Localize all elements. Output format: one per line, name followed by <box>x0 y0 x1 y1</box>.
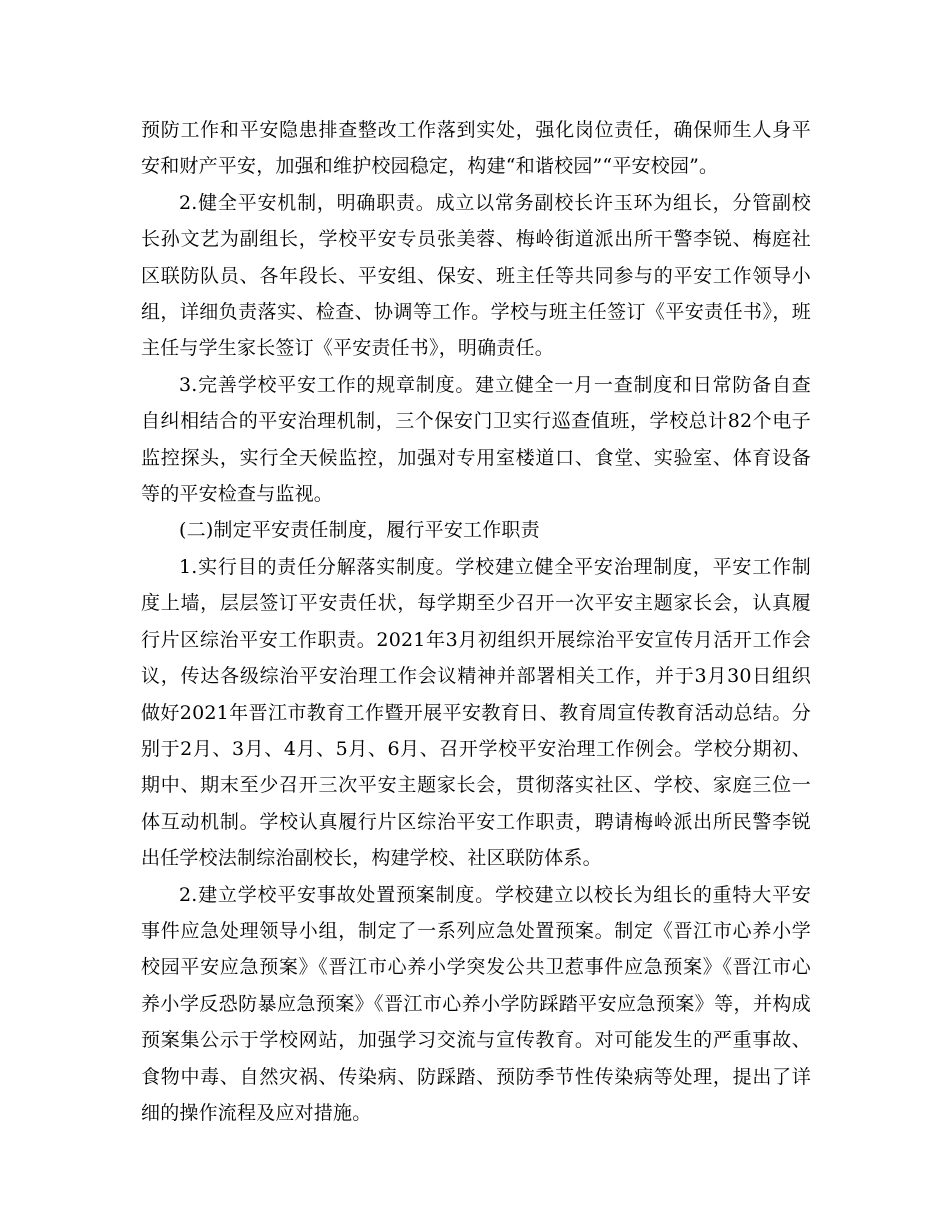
section-heading-responsibility: (二)制定平安责任制度，履行平安工作职责 <box>179 519 540 542</box>
paragraph-safety-mechanism: 2.健全平安机制，明确职责。成立以常务副校长许玉环为组长，分管副校长孙文艺为副组长，学校平安专员张美蓉、梅岭街道派出所干警李锐、梅庭社区联防队员、各年段长、平安组、保安、班主任等共同参与的平安工作领导小组，详细负责落实、检查、协调等工作。学校与班主任签订《平安责任书》，班主任与学生家长签订《平安责任书》，明确责任。 <box>141 191 811 360</box>
paragraph-target-responsibility: 1.实行目的责任分解落实制度。学校建立健全平安治理制度，平安工作制度上墙，层层签订平安责任状，每学期至少召开一次平安主题家长会，认真履行片区综治平安工作职责。2021年3月初组织开展综治平安宣传月活开工作会议，传达各级综治平安治理工作会议精神并部署相关工作，并于3月30日组织做好2021年晋江市教育工作暨开展平安教育日、教育周宣传教育活动总结。分别于2月、3月、4月、5月、6月、召开学校平安治理工作例会。学校分期初、期中、期末至少召开三次平安主题家长会，贯彻落实社区、学校、家庭三位一体互动机制。学校认真履行片区综治平安工作职责，聘请梅岭派出所民警李锐出任学校法制综治副校长，构建学校、社区联防体系。 <box>141 555 811 870</box>
paragraph-continuation: 预防工作和平安隐患排查整改工作落到实处，强化岗位责任，确保师生人身平安和财产平安，加强和维护校园稳定，构建“和谐校园”“平安校园”。 <box>141 119 811 178</box>
paragraph-safety-rules: 3.完善学校平安工作的规章制度。建立健全一月一查制度和日常防备自查自纠相结合的平安治理机制，三个保安门卫实行巡查值班，学校总计82个电子监控探头，实行全天候监控，加强对专用室楼道口、食堂、实验室、体育设备等的平安检查与监视。 <box>141 373 811 506</box>
document-body <box>141 112 811 1131</box>
paragraph-emergency-plan: 2.建立学校平安事故处置预案制度。学校建立以校长为组长的重特大平安事件应急处理领导小组，制定了一系列应急处置预案。制定《晋江市心养小学校园平安应急预案》《晋江市心养小学突发公共卫惹事件应急预案》《晋江市心养小学反恐防暴应急预案》《晋江市心养小学防踩踏平安应急预案》等，并构成预案集公示于学校网站，加强学习交流与宣传教育。对可能发生的严重事故、食物中毒、自然灾祸、传染病、防踩踏、预防季节性传染病等处理，提出了详细的操作流程及应对措施。 <box>141 883 811 1124</box>
